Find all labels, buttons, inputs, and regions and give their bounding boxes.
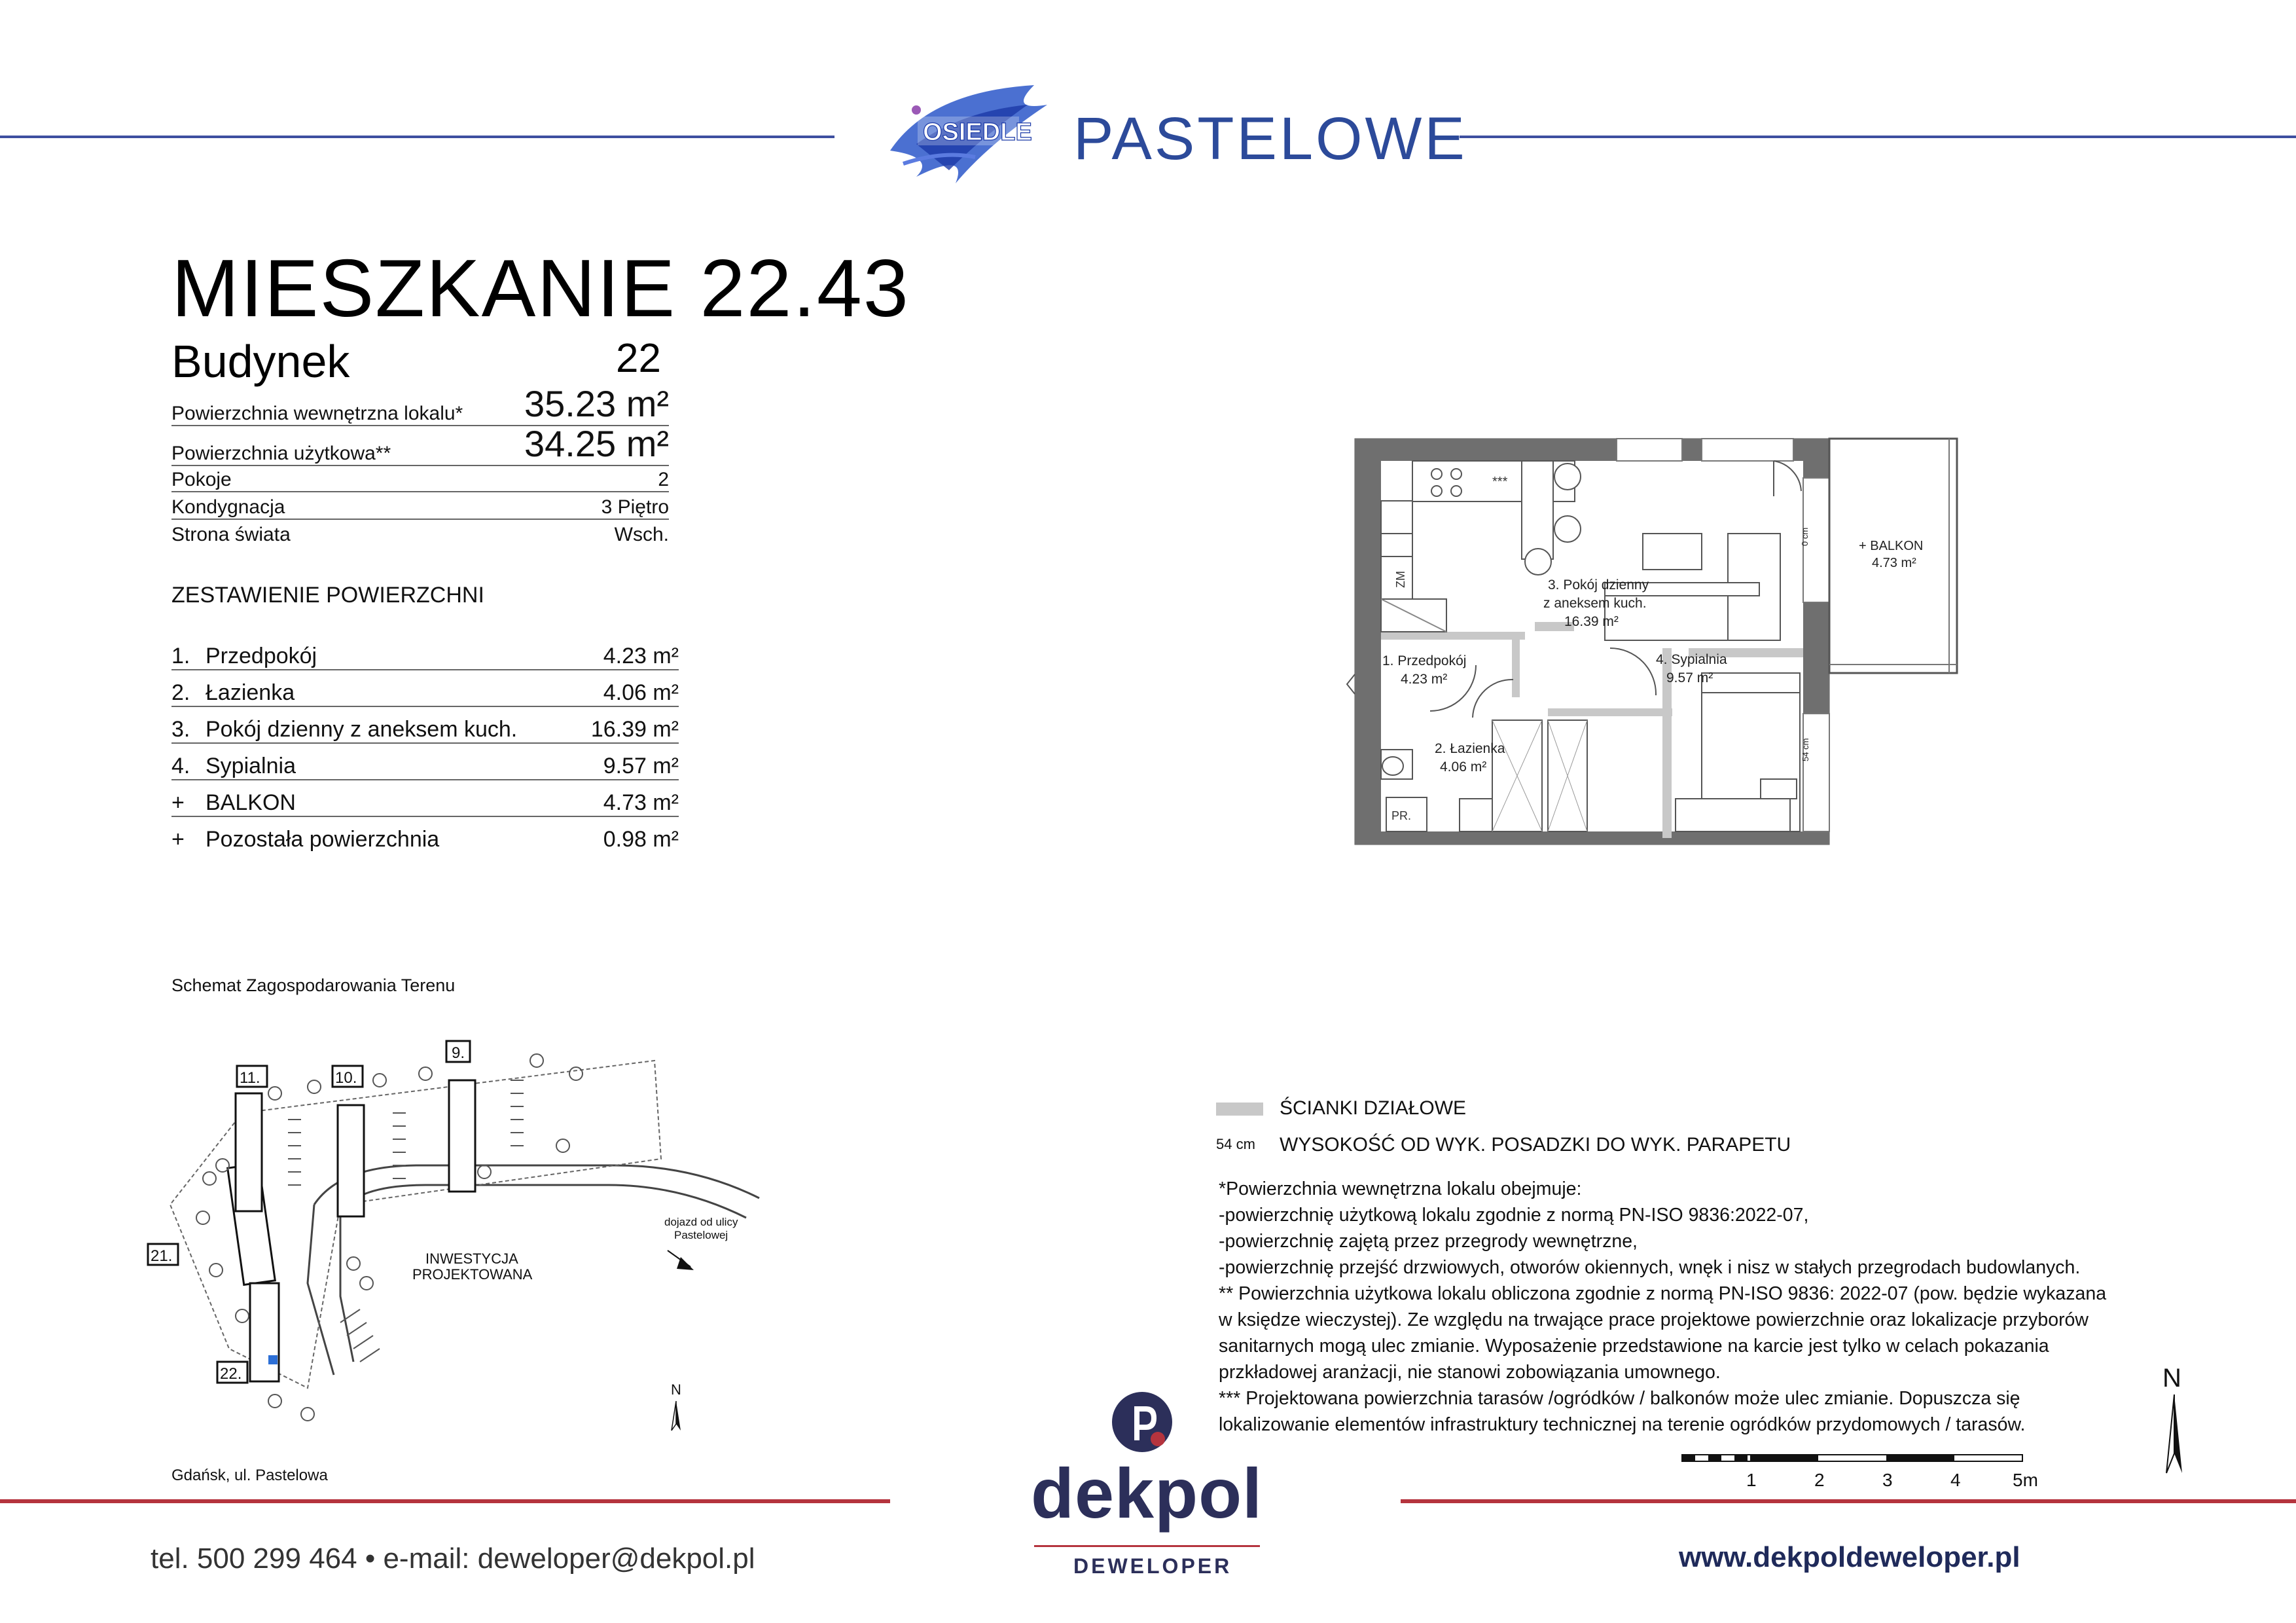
footer-line-right [1401, 1499, 2296, 1503]
sill-height-2: 54 cm [1801, 738, 1810, 761]
summary-row-area: 4.73 m² [603, 790, 679, 815]
note-line: *Powierzchnia wewnętrzna lokalu obejmuje: [1219, 1178, 1582, 1199]
site-north-label: N [671, 1381, 681, 1398]
summary-row-area: 4.06 m² [603, 680, 679, 705]
summary-row-name: Przedpokój [206, 644, 317, 668]
room-2-name: 2. Łazienka [1435, 741, 1505, 756]
notes [1219, 1176, 2155, 1438]
site-investment-label: INWESTYCJA [425, 1250, 518, 1267]
summary-row-area: 0.98 m² [603, 827, 679, 852]
site-address: Gdańsk, ul. Pastelowa [171, 1467, 328, 1484]
summary-row-number: 3. [171, 717, 190, 742]
dekpol-wordmark: dekpol [1031, 1453, 1263, 1533]
room-1-name: 1. Przedpokój [1382, 653, 1467, 668]
room-2-area: 4.06 m² [1440, 759, 1487, 775]
floor-plan-zm: ZM [1394, 571, 1407, 588]
legend-walls-text: ŚCIANKI DZIAŁOWE [1280, 1097, 1467, 1119]
summary-row-number: 2. [171, 680, 190, 705]
info-label: Kondygnacja [171, 496, 285, 518]
site-plan-title: Schemat Zagospodarowania Terenu [171, 976, 456, 995]
summary-row [171, 635, 679, 670]
scale-bar [1682, 1455, 2036, 1494]
site-building-number: 22. [220, 1365, 242, 1383]
note-line: ** Powierzchnia użytkowa lokalu obliczona zgodnie z normą PN-ISO 9836: 2022-07 (pow. będzie wykazana [1219, 1283, 2107, 1304]
floor-plan-stars: *** [1492, 475, 1508, 489]
dekpol-logo-icon [1109, 1389, 1175, 1455]
summary-row-area: 16.39 m² [590, 717, 679, 742]
scale-tick: 1 [1746, 1470, 1757, 1490]
site-building-number: 9. [452, 1044, 465, 1062]
note-line: sanitarnych mogą ulec zmianie. Wyposażenie przedstawione na karcie jest tylko w celach pokazania [1219, 1336, 2049, 1357]
info-value: Wsch. [614, 524, 669, 545]
summary-row [171, 745, 679, 780]
page-title: MIESZKANIE 22.43 [171, 244, 910, 334]
website-link[interactable]: www.dekpoldeweloper.pl [1679, 1541, 2020, 1573]
floor-plan-pr: PR. [1391, 809, 1412, 822]
building-label: Budynek [171, 336, 350, 387]
scale-tick: 4 [1950, 1470, 1961, 1490]
balcony-area: 4.73 m² [1872, 556, 1916, 570]
summary-heading: ZESTAWIENIE POWIERZCHNI [171, 583, 484, 608]
info-row-floor [171, 492, 669, 520]
north-arrow-icon [2153, 1362, 2193, 1473]
scale-tick: 3 [1882, 1470, 1893, 1490]
dekpol-divider [1034, 1545, 1260, 1547]
info-label: Powierzchnia wewnętrzna lokalu* [171, 403, 463, 424]
summary-row [171, 672, 679, 707]
info-row-orientation [171, 520, 669, 546]
site-plan [144, 1008, 772, 1440]
osiedle-logo [877, 65, 1073, 196]
summary-row-name: Sypialnia [206, 754, 296, 778]
info-row-usable-area [171, 423, 669, 466]
summary-row-area: 4.23 m² [603, 644, 679, 668]
sill-height-1: 0 cm [1800, 527, 1810, 546]
legend-walls-swatch [1216, 1103, 1263, 1116]
summary-row [171, 818, 679, 852]
room-3-name: 3. Pokój dzienny [1548, 577, 1649, 593]
info-label: Strona świata [171, 524, 291, 545]
summary-row [171, 782, 679, 817]
room-4-area: 9.57 m² [1666, 670, 1713, 685]
legend-height-text: WYSOKOŚĆ OD WYK. POSADZKI DO WYK. PARAPETU [1280, 1134, 1791, 1156]
note-line: lokalizowanie elementów infrastruktury technicznej na terenie ogródków przydomowych / tarasów. [1219, 1414, 2026, 1435]
room-4-name: 4. Sypialnia [1656, 652, 1727, 667]
note-line: *** Projektowana powierzchnia tarasów /ogródków / balkonów może ulec zmianie. Dopuszcza się [1219, 1388, 2020, 1409]
summary-row-number: 1. [171, 644, 190, 668]
north-arrow-label: N [2162, 1364, 2181, 1393]
info-row-rooms [171, 465, 669, 492]
brand-name: PASTELOWE [1073, 105, 1467, 172]
footer-line-left [0, 1499, 890, 1503]
info-value: 2 [658, 469, 669, 490]
note-line: -powierzchnię użytkową lokalu zgodnie z normą PN-ISO 9836:2022-07, [1219, 1205, 1809, 1226]
site-building-number: 11. [240, 1069, 260, 1087]
scale-tick: 2 [1814, 1470, 1825, 1490]
note-line: przkładowej aranżacji, nie stanowi zobowiązania umownego. [1219, 1362, 1721, 1383]
site-access-label-2: Pastelowej [674, 1229, 728, 1241]
building-value: 22 [616, 336, 661, 381]
info-label: Pokoje [171, 469, 232, 490]
room-3-area: 16.39 m² [1564, 614, 1619, 629]
balcony-name: + BALKON [1859, 539, 1924, 553]
summary-row-name: BALKON [206, 790, 296, 815]
summary-row-name: Pokój dzienny z aneksem kuch. [206, 717, 518, 742]
summary-row-number: 4. [171, 754, 190, 778]
note-line: w księdze wieczystej). Ze względu na trwające prace projektowe powierzchnie oraz lokalizacje przyborów [1219, 1309, 2089, 1330]
contact-info: tel. 500 299 464 • e-mail: deweloper@dekpol.pl [151, 1542, 755, 1575]
header-line-left [0, 136, 834, 138]
info-row-internal-area [171, 383, 669, 426]
room-3-name-2: z aneksem kuch. [1543, 596, 1647, 611]
floor-plan [1335, 426, 1977, 858]
site-investment-label-2: PROJEKTOWANA [412, 1266, 533, 1283]
summary-row-name: Pozostała powierzchnia [206, 827, 440, 852]
summary-row-area: 9.57 m² [603, 754, 679, 778]
info-value: 34.25 m² [524, 423, 669, 464]
osiedle-logo-word: OSIEDLE [923, 119, 1032, 146]
site-building-number: 21. [151, 1247, 173, 1265]
room-1-area: 4.23 m² [1401, 672, 1448, 687]
header-line-right [1460, 136, 2296, 138]
info-value: 3 Piętro [601, 496, 669, 518]
info-value: 35.23 m² [524, 383, 669, 424]
summary-row [171, 708, 679, 744]
info-label: Powierzchnia użytkowa** [171, 443, 391, 464]
summary-row-name: Łazienka [206, 680, 295, 705]
dekpol-subtitle: DEWELOPER [1073, 1554, 1232, 1578]
site-building-number: 10. [335, 1069, 357, 1087]
summary-row-number: + [171, 790, 185, 815]
scale-tick: 5m [2013, 1470, 2038, 1490]
site-access-label: dojazd od ulicy [664, 1216, 738, 1228]
legend-height-sample: 54 cm [1216, 1136, 1255, 1152]
note-line: -powierzchnię przejść drzwiowych, otworów okiennych, wnęk i nisz w stałych przegrodach budowlanych. [1219, 1257, 2081, 1278]
summary-row-number: + [171, 827, 185, 852]
note-line: -powierzchnię zajętą przez przegrody wewnętrzne, [1219, 1231, 1638, 1252]
